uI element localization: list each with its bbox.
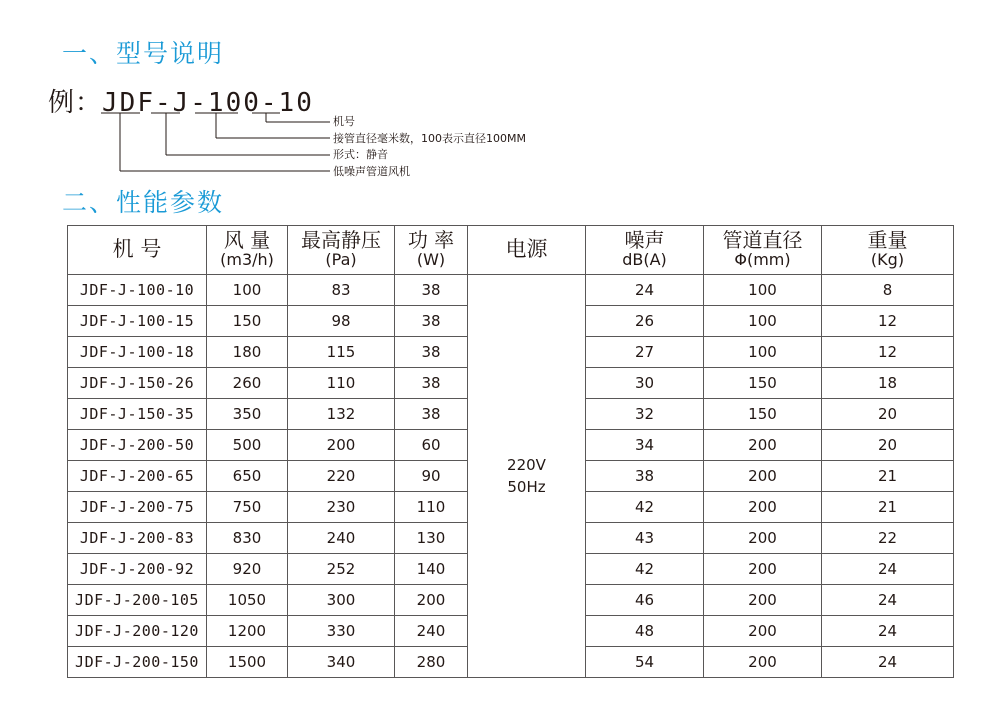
- cell-weight: 21: [822, 492, 954, 523]
- cell-diameter: 200: [704, 492, 822, 523]
- cell-noise: 32: [586, 399, 704, 430]
- section-title-performance: 二、性能参数: [62, 188, 225, 217]
- cell-power: 130: [395, 523, 468, 554]
- cell-diameter: 150: [704, 368, 822, 399]
- cell-power: 38: [395, 306, 468, 337]
- cell-airflow: 150: [207, 306, 288, 337]
- cell-weight: 20: [822, 399, 954, 430]
- table-header-row: [68, 226, 954, 275]
- table-body: [68, 275, 954, 678]
- cell-weight: 22: [822, 523, 954, 554]
- legend-item-fan-type: 低噪声管道风机: [333, 164, 410, 178]
- cell-airflow: 260: [207, 368, 288, 399]
- cell-airflow: 100: [207, 275, 288, 306]
- cell-weight: 24: [822, 616, 954, 647]
- cell-power: 140: [395, 554, 468, 585]
- cell-model: JDF-J-200-75: [68, 492, 207, 523]
- cell-diameter: 200: [704, 585, 822, 616]
- cell-diameter: 100: [704, 337, 822, 368]
- cell-pressure: 330: [288, 616, 395, 647]
- cell-diameter: 100: [704, 275, 822, 306]
- header-pressure: 最高静压 (Pa): [288, 226, 395, 275]
- cell-model: JDF-J-200-120: [68, 616, 207, 647]
- cell-model: JDF-J-200-65: [68, 461, 207, 492]
- cell-model: JDF-J-150-35: [68, 399, 207, 430]
- cell-power: 38: [395, 275, 468, 306]
- cell-airflow: 350: [207, 399, 288, 430]
- cell-diameter: 200: [704, 554, 822, 585]
- header-airflow: 风 量 (m3/h): [207, 226, 288, 275]
- cell-power-supply: [468, 275, 586, 678]
- cell-power: 200: [395, 585, 468, 616]
- cell-pressure: 200: [288, 430, 395, 461]
- cell-weight: 21: [822, 461, 954, 492]
- cell-noise: 43: [586, 523, 704, 554]
- cell-model: JDF-J-100-18: [68, 337, 207, 368]
- cell-weight: 12: [822, 337, 954, 368]
- cell-model: JDF-J-200-150: [68, 647, 207, 678]
- cell-pressure: 115: [288, 337, 395, 368]
- example-prefix: 例：: [48, 88, 103, 118]
- header-diameter: 管道直径 Φ(mm): [704, 226, 822, 275]
- cell-model: JDF-J-100-15: [68, 306, 207, 337]
- cell-power: 280: [395, 647, 468, 678]
- power-supply-frequency: 50Hz: [507, 478, 546, 496]
- cell-pressure: 98: [288, 306, 395, 337]
- performance-table: [67, 225, 954, 678]
- cell-airflow: 180: [207, 337, 288, 368]
- cell-model: JDF-J-200-105: [68, 585, 207, 616]
- cell-model: JDF-J-200-92: [68, 554, 207, 585]
- cell-weight: 24: [822, 554, 954, 585]
- cell-airflow: 830: [207, 523, 288, 554]
- cell-noise: 48: [586, 616, 704, 647]
- cell-power: 38: [395, 368, 468, 399]
- cell-power: 90: [395, 461, 468, 492]
- cell-airflow: 500: [207, 430, 288, 461]
- header-model: 机 号: [68, 226, 207, 275]
- cell-noise: 30: [586, 368, 704, 399]
- cell-airflow: 920: [207, 554, 288, 585]
- cell-pressure: 110: [288, 368, 395, 399]
- cell-weight: 20: [822, 430, 954, 461]
- cell-pressure: 240: [288, 523, 395, 554]
- power-supply-voltage: 220V: [507, 456, 546, 474]
- cell-weight: 24: [822, 585, 954, 616]
- header-weight: 重量 (Kg): [822, 226, 954, 275]
- cell-weight: 8: [822, 275, 954, 306]
- table-row: [68, 275, 954, 306]
- cell-pressure: 340: [288, 647, 395, 678]
- cell-power: 38: [395, 337, 468, 368]
- cell-diameter: 200: [704, 647, 822, 678]
- example-code: JDF-J-100-10: [102, 88, 314, 118]
- cell-noise: 34: [586, 430, 704, 461]
- cell-noise: 46: [586, 585, 704, 616]
- cell-noise: 26: [586, 306, 704, 337]
- header-noise: 噪声 dB(A): [586, 226, 704, 275]
- cell-model: JDF-J-100-10: [68, 275, 207, 306]
- cell-model: JDF-J-150-26: [68, 368, 207, 399]
- cell-diameter: 200: [704, 430, 822, 461]
- cell-weight: 24: [822, 647, 954, 678]
- cell-pressure: 132: [288, 399, 395, 430]
- cell-noise: 42: [586, 492, 704, 523]
- cell-power: 240: [395, 616, 468, 647]
- cell-diameter: 200: [704, 461, 822, 492]
- cell-airflow: 750: [207, 492, 288, 523]
- cell-pressure: 252: [288, 554, 395, 585]
- cell-power: 38: [395, 399, 468, 430]
- cell-airflow: 1050: [207, 585, 288, 616]
- model-example: [48, 82, 314, 119]
- cell-power: 110: [395, 492, 468, 523]
- cell-model: JDF-J-200-50: [68, 430, 207, 461]
- cell-airflow: 1200: [207, 616, 288, 647]
- cell-pressure: 220: [288, 461, 395, 492]
- cell-power: 60: [395, 430, 468, 461]
- cell-pressure: 300: [288, 585, 395, 616]
- model-code-legend: [333, 114, 526, 180]
- cell-diameter: 150: [704, 399, 822, 430]
- cell-noise: 24: [586, 275, 704, 306]
- cell-airflow: 650: [207, 461, 288, 492]
- cell-noise: 38: [586, 461, 704, 492]
- cell-model: JDF-J-200-83: [68, 523, 207, 554]
- cell-noise: 54: [586, 647, 704, 678]
- cell-diameter: 100: [704, 306, 822, 337]
- section-title-model-description: 一、型号说明: [62, 39, 225, 68]
- cell-noise: 27: [586, 337, 704, 368]
- cell-diameter: 200: [704, 616, 822, 647]
- cell-airflow: 1500: [207, 647, 288, 678]
- legend-item-pipe-diameter: 接管直径毫米数，100表示直径100MM: [333, 131, 526, 145]
- cell-weight: 12: [822, 306, 954, 337]
- cell-noise: 42: [586, 554, 704, 585]
- cell-diameter: 200: [704, 523, 822, 554]
- cell-pressure: 83: [288, 275, 395, 306]
- legend-item-machine-number: 机号: [333, 115, 355, 128]
- cell-pressure: 230: [288, 492, 395, 523]
- legend-item-type: 形式：静音: [333, 148, 388, 161]
- header-power-supply: 电源: [468, 226, 586, 275]
- cell-weight: 18: [822, 368, 954, 399]
- header-power: 功 率 (W): [395, 226, 468, 275]
